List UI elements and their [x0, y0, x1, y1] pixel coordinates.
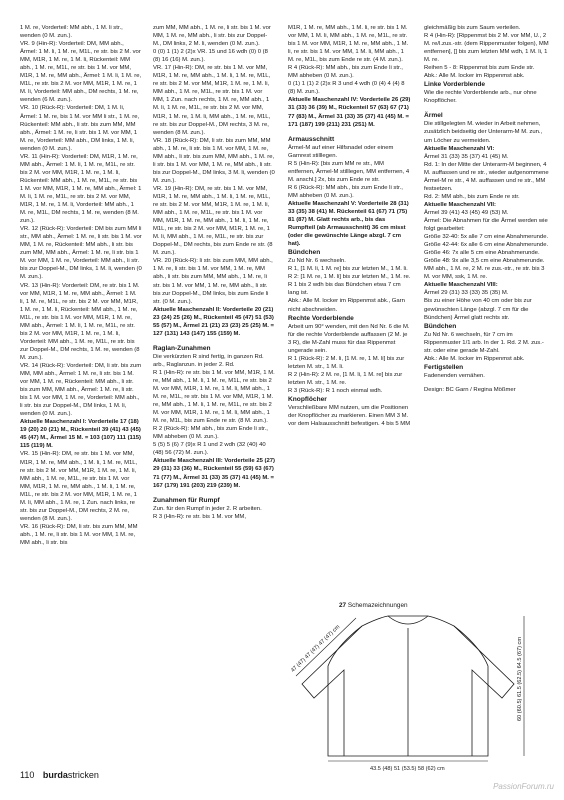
stitch-count-heading: Aktuelle Maschenzahl VIII:	[424, 282, 498, 289]
paragraph: VR. 9 (Hin-R): Vorderteil: DM, MM abh., Ärmel: 1 M. li, 1 M. re, M1L, re str. bis 2 M. vor MM, M1R, 1 M. re, 1 M. li, Rückenteil: MM abh., 1 M. re, M1L, re str. bis 1 M. vor MM, M1R, 1 M. re, MM abh., Ärmel: 1 M. li, 1 M. re, M1L, re str. bis 2 M. vor MM, M1R, 1 M. re, 1 M. li, Vorderteil: MM abh., DM rechts, 1 M. re, wenden (6 M. zun.).	[20, 41, 142, 104]
stitch-count-paragraph: Aktuelle Maschenzahl I: Vorderteile 17 (18) 19 (20) 20 (21) M., Rückenteil 39 (41) 43 (45) 45 (47) M., Ärmel 15 M. = 103 (107) 111 (115) 115 (119) M.	[20, 419, 141, 450]
section-heading: Rechte Vorderblende	[288, 314, 354, 322]
length-dimension-label: 60 (60.5) 61.5 (62.5) 64.5 (67) cm	[516, 637, 523, 721]
paragraph: Ärmel 39 (41) 43 (45) 49 (53) M.	[424, 209, 509, 216]
paragraph: R 2 (Hin-R): 2 M. re, [1 M. li, 1 M. re] bis zur letzten M. str., 1 M. re.	[288, 371, 403, 386]
section-heading: Linke Vorderblende	[424, 81, 486, 89]
paragraph: Abk.: Alle M. locker im Rippenmst abk.	[424, 73, 525, 80]
sleeve-dimension-line	[296, 618, 356, 676]
paragraph: VR. 17 (Hin-R): DM, re str. bis 1 M. vor MM, M1R, 1 M. re, MM abh., 1 M. li, 1 M. re, M1L, re str. bis 2 M. vor MM, M1R, 1 M. re, 1 M. li, MM abh., 1 M. re, M1L, re str. bis 1 M. vor MM, 1 Zun. nach rechts, 1 M. re, MM abh., 1 M. li, 1 M. re, M1L, re str. bis 2 M. vor MM, M1R, 1 M. re, 1 M. li, MM abh., 1 M. re, M1L, re str. bis zur Doppel-M., DM rechts, 3 M. re, wenden (8 M. zun.).	[153, 65, 271, 136]
paragraph: Zu Nd Nr. 6 wechseln, für 7 cm im Rippenmuster 1/1 arb. In der 1. Rd. 2 M. zus.-str. oder eine gerade M-Zahl.	[424, 331, 544, 354]
paragraph: R 1 bis 2 wdh bis das Bündchen etwa 7 cm lang ist.	[288, 282, 401, 297]
stitch-count-paragraph: Aktuelle Maschenzahl V: Vorderteile 28 (31) 33 (35) 38 (41) M. Rückenteil 61 (67) 71 (75) 81 (87) M. Glatt rechts arb., bis das Rumpfteil (ab Armausschnitt) 36 cm misst (oder die gewünschte Länge abzgl. 7 cm hat).	[288, 200, 409, 248]
diagram-title: Schemazeichnungen	[347, 602, 408, 609]
stitch-count-heading: Aktuelle Maschenzahl VI:	[424, 145, 495, 152]
paragraph: R 1 (Hin-R): re str. bis 1 M. vor MM, M1R, 1 M. re, MM abh., 1 M. li, 1 M. re, M1L, re str. bis 2 M. vor MM, M1R, 1 M. re, 1 M. li, MM abh., 1 M. re, M1L, re str. bis 1 M. vor MM, M1R, 1 M. re, MM abh., 1 M. li, 1 M. re, M1L, re str. bis 2 M. vor MM, M1R, 1 M. re, 1 M. li, MM abh., 1 M. re, M1L, bis zum Ende re str. (8 M. zun.).	[153, 369, 275, 425]
text-column-3	[288, 24, 412, 592]
paragraph: zum MM, MM abh., 1 M. re, li str. bis 1 M. vor MM, 1 M. re, MM abh., li str. bis zur Doppel-M., DM links, 2 M. li, wenden (0 M. zun.).	[153, 25, 271, 48]
diagram-number: 27	[339, 602, 347, 609]
paragraph: 0 (1) 1 (1) 2 (2)x R 3 und 4 wdh (0 (4) 4 (4) 8 (8) M. zun.).	[288, 81, 405, 96]
paragraph: VR. 10 (Rück-R): Vorderteil: DM, 1 M. li, Ärmel: 1 M. re, bis 1 M. vor MM li str., 1 M. re, Rückenteil: MM abh., li str. bis zum MM, MM abh., Ärmel: 1 M. re, li str. bis 1 M. vor MM, 1 M. re, Vorderteil: MM abh., DM links, 1 M. li, wenden (0 M. zun.).	[20, 105, 140, 152]
paragraph: Zu Nd Nr. 6 wechseln.	[288, 258, 346, 265]
paragraph: Arbeit um 90° wenden, mit den Nd Nr. 6 die M. für die rechte Vorderblende auffassen (2 M. je 3 R), die M-Zahl muss für das Rippenmst ungerade sein.	[288, 323, 410, 354]
section-heading: Ärmel	[424, 112, 443, 120]
paragraph: R 5 (Hin-R): [bis zum MM re str., MM entfernen, Ärmel-M stilllegen, MM entfernen, 4 M. anschl.] 2x, bis zum Ende re str.	[288, 160, 410, 183]
paragraph: R 1 (Rück-R): 2 M. li, [1 M. re, 1 M. li] bis zur letzten M. str., 1 M. li.	[288, 355, 405, 370]
neckline	[388, 616, 428, 624]
section-heading: Bündchen	[288, 249, 321, 257]
paragraph: Größe 46: 7x alle 5 cm eine Abnahmerunde.	[424, 250, 540, 257]
paragraph: 5 (5) 5 (6) 7 (9)x R 1 und 2 wdh (32 (40) 40 (48) 56 (72) M. zun.).	[153, 442, 266, 457]
section-heading: Zunahmen für Rumpf	[153, 496, 220, 504]
paragraph: Die stillgelegten M. wieder in Arbeit nehmen, zusätzlich beidseitig der Unterarm-M M. zun., um Löcher zu vermeiden.	[424, 121, 543, 144]
paragraph: 0 (0) 1 (1) 2 (2)x VR. 15 und 16 wdh (0) 0 (8 (8) 16 (16) M. zun.).	[153, 49, 268, 64]
section-heading: Knopflöcher	[288, 395, 327, 403]
width-dimension-label: 43.5 (48) 51 (53.5) 58 (62) cm	[370, 766, 445, 772]
paragraph: Reihen 5 - 8: Rippenmst bis zum Ende str.	[424, 65, 535, 72]
watermark: PassionForum.ru	[493, 782, 554, 791]
page-number: 110	[20, 770, 35, 780]
paragraph: R 3 (Rück-R): R 1 noch einmal wdh.	[288, 387, 383, 394]
paragraph: Rd. 1: In der Mitte der Unterarm-M beginnen, 4 M. auffassen und re str., wieder aufgenommene Ärmel-M re str., 4 M. auffassen und re str., MM festsetzen.	[424, 161, 549, 192]
paragraph: Ärmel 31 (33) 35 (37) 41 (45) M.	[424, 153, 509, 160]
paragraph: VR. 19 (Hin-R): DM, re str. bis 1 M. vor MM, M1R, 1 M. re, MM abh., 1 M. li, 1 M. re, M1L, re str. bis 2 M. vor MM, M1R, 1 M. re, 1 M. li, MM abh., 1 M. re, M1L, re str. bis 1 M. vor MM, M1R, 1 M. re, MM abh., 1 M. li, 1 M. re, M1L, re str. bis 2 M. vor MM, M1R, 1 M. re, 1 M. li, MM abh., 1 M. re, M1L, re str. bis zur Doppel-M., DM rechts, bis zum Ende re str. (8 M. zun.).	[153, 185, 273, 257]
sleeve-dimension-label: 47 (47) 47 (47) 47 (47) cm	[290, 624, 342, 674]
brand-logo: burda	[42, 770, 68, 780]
stitch-count-paragraph: Aktuelle Maschenzahl II: Vorderteile 20 (21) 23 (24) 25 (26) M., Rückenteil 45 (47) 51 (53) 55 (57) M., Ärmel 21 (21) 23 (23) 25 (25) M. = 127 (131) 143 (147) 155 (159) M.	[153, 306, 274, 337]
stitch-count-paragraph: Aktuelle Maschenzahl IV: Vorderteile 26 (29) 31 (33) 36 (39) M., Rückenteil 57 (63) 67 (71) 77 (83) M., Ärmel 31 (33) 35 (37) 41 (45) M. = 171 (187) 199 (211) 231 (251) M.	[288, 97, 411, 128]
paragraph: Größe 42-44: 6x alle 6 cm eine Abnahmerunde.	[424, 242, 549, 249]
page-footer	[20, 768, 99, 782]
paragraph: Rd. 2: MM abh., bis zum Ende re str.	[424, 193, 520, 200]
paragraph: Bis zu einer Höhe von 40 cm oder bis zur gewünschten Länge (abzgl. 7 cm für die Bündchen) Ärmel glatt rechts str.	[424, 298, 532, 321]
paragraph: R 4 (Hin-R): [Rippenmst bis 2 M. vor MM, U., 2 M. re/l.zus.-str. (dem Rippenmuster folgen), MM entfernen], [] bis zum letzten MM wdh, 1 M. li, 1 M. re.	[424, 33, 549, 64]
paragraph: M1R, 1 M. re, MM abh., 1 M. li, re str. bis 1 M. vor MM, 1 M. li, MM abh., 1 M. re, M1L, re str. bis 1 M. vor MM, M1R, 1 M. re, MM abh., 1 M. li, re str. bis 1 M. vor MM, 1 M. li, MM abh., 1 M. re, M1L, bis zum Ende re str. (4 M. zun.).	[288, 25, 409, 64]
paragraph: R 2: [1 M. re, 1 M. li] bis zur letzten M., 1 M. re.	[288, 274, 411, 281]
stitch-count-heading: Aktuelle Maschenzahl VII:	[424, 201, 497, 208]
paragraph: R 2 (Rück-R): MM abh., bis zum Ende li str., MM abheben (0 M. zun.).	[153, 426, 268, 441]
text-column-2	[153, 24, 275, 768]
section-heading: Fertigstellen	[424, 363, 464, 371]
paragraph: VR. 14 (Rück-R): Vorderteil: DM, li str. bis zum MM, MM abh., Ärmel: 1 M. re, li str. bis 1 M. vor MM, 1 M. re, Rückenteil: MM abh., li str. bis zum MM, MM abh., Ärmel: 1 M. re, li str. bis 1 M. vor MM, 1 M. re, Vorderteil: MM abh., li str. bis zur Doppel-M., DM links, 1 M. li, wenden (0 M. zun.).	[20, 362, 142, 418]
paragraph: R 4 (Rück-R): MM abh., bis zum Ende li str., MM abheben (0 M. zun.).	[288, 65, 403, 80]
paragraph: Ärmel: Die Abnahmen für die Ärmel werden wie folgt gearbeitet:	[424, 217, 548, 233]
paragraph: Größe 48: 9x alle 3,5 cm eine Abnahmerunde.	[424, 258, 545, 265]
paragraph: Ärmel 29 (31) 33 (33) 35 (35) M.	[424, 290, 509, 297]
paragraph: VR. 15 (Hin-R): DM, re str. bis 1 M. vor MM, M1R, 1 M. re, MM abh., 1 M. li, 1 M. re, M1L, re str. bis 2 M. vor MM, M1R, 1 M. re, 1 M. li, MM abh., 1 M. re, M1L, re str. bis 1 M. vor MM, M1R, 1 M. re, MM abh., 1 M. li, 1 M. re, M1L, re str. bis 2 M. vor MM, M1R, 1 M. re, 1 M. li, MM abh., 1 M. re, 1 Zun. nach links, re str. bis zur Doppel-M., DM rechts, 2 M. re, wenden (8 M. zun.).	[20, 451, 138, 522]
section-heading: Bündchen	[424, 322, 457, 330]
paragraph: Abk.: Alle M. locker im Rippenmst abk.	[424, 355, 525, 362]
paragraph: gleichmäßig bis zum Saum verteilen.	[424, 25, 521, 31]
paragraph: R 6 (Rück-R): MM abh., bis zum Ende li str., MM abheben (0 M. zun.).	[288, 184, 403, 199]
brand-suffix: stricken	[67, 770, 99, 780]
stitch-count-paragraph: Aktuelle Maschenzahl III: Vorderteile 25 (27) 29 (31) 33 (36) M., Rückenteil 55 (59) 63 (67) 71 (77) M., Ärmel 31 (33) 35 (37) 41 (45) M. = 167 (179) 191 (203) 219 (239) M.	[153, 458, 275, 489]
paragraph: Fadenenden vernähen.	[424, 372, 485, 379]
paragraph: Ärmel-M auf einer Hilfsnadel oder einem Garnrest stilllegen.	[288, 144, 394, 159]
cardigan-schematic	[288, 596, 550, 766]
paragraph: Verschließbare MM nutzen, um die Positionen der Knopflöcher zu markieren. Einen MM 3 M. vor dem Halsausschnitt befestigen. 4 bis 5 MM	[288, 404, 411, 428]
paragraph: VR. 13 (Hin-R): Vorderteil: DM, re str. bis 1 M. vor MM, M1R, 1 M. re, MM abh., Ärmel: 1 M. li, 1 M. re, M1L, re str. bis 2 M. vor MM, M1R, 1 M. re, 1 M. li, Rückenteil: MM abh., 1 M. re, M1L, re str. bis 1 M. vor MM, M1R, 1 M. re, MM abh., Ärmel: 1 M. li, 1 M. re, M1L, re str. bis 2 M. vor MM, M1R, 1 M. re, 1 M. li, Vorderteil: MM abh., 1 M. re, M1L, re str. bis zur Doppel-M., DM rechts, 1 M. re, wenden (8 M. zun.).	[20, 282, 140, 361]
paragraph: 1 M. re, Vorderteil: MM abh., 1 M. li str., wenden (0 M. zun.).	[20, 25, 123, 40]
paragraph: VR. 20 (Rück-R): li str. bis zum MM, MM abh., 1 M. re, li str. bis 1 M. vor MM, 1 M. re, MM abh., li str. bis zum MM, MM abh., 1 M. re, li str. bis 1 M. vor MM, 1 M. re, MM abh., li str. bis zur Doppel-M., DM links, bis zum Ende li str. (0 M. zun.).	[153, 258, 273, 305]
paragraph: VR. 18 (Rück-R): DM, li str. bis zum MM, MM abh., 1 M. re, li str. bis 1 M. vor MM, 1 M. re, MM abh., li str. bis zum MM, MM abh., 1 M. re, li str. bis 1 M. vor MM, 1 M. re, MM abh., li str. bis zur Doppel-M., DM links, 3 M. li, wenden (0 M. zun.).	[153, 137, 275, 184]
paragraph: Die verkürzten R sind fertig, in ganzen Rd. arb., Raglanzun. in jeder 2. Rd.	[153, 353, 264, 368]
section-heading: Raglan-Zunahmen	[153, 344, 211, 352]
paragraph: Wie die rechte Vorderblende arb., nur ohne Knopflöcher.	[424, 90, 537, 105]
paragraph: MM abh., 1 M. re, 2 M. re zus.-str., re str. bis 3 M. vor MM, ssk, 1 M. re.	[424, 266, 545, 281]
paragraph: Zun. für den Rumpf in jeder 2. R arbeiten.	[153, 505, 262, 512]
text-column-4	[424, 24, 550, 604]
left-sleeve-outline	[302, 626, 362, 756]
paragraph: VR. 11 (Hin-R): Vorderteil: DM, M1R, 1 M. re, MM abh., Ärmel: 1 M. li, 1 M. re, M1L, re str. bis 2 M. vor MM, M1R, 1 M. re, 1 M. li, Rückenteil: MM abh., 1 M. re, M1L, re str. bis 1 M. vor MM, M1R, 1 M. re, MM abh., Ärmel: 1 M. li, 1 M. re, M1L, re str. bis 2 M. vor MM, M1R, 1 M. re, 1 M. li, Vorderteil: MM abh., 1 M. re, M1L, DM rechts, 1 M. re, wenden (8 M. zun.).	[20, 153, 142, 225]
paragraph: Größe 32-40: 5x alle 7 cm eine Abnahmerunde.	[424, 234, 549, 241]
paragraph: R 3 (Hin-R): re str. bis 1 M. vor MM,	[153, 513, 246, 520]
paragraph: VR. 16 (Rück-R): DM, li str. bis zum MM, MM abh., 1 M. re, li str. bis 1 M. vor MM, 1 M. re, MM abh., li str. bis	[20, 523, 138, 546]
design-credit: Design: BC Garn / Regina Mößmer	[424, 386, 516, 393]
paragraph: VR. 12 (Rück-R): Vorderteil: DM bis zum MM li str., MM abh., Ärmel: 1 M. re, li str. bis 1 M. vor MM, 1 M. re, Rückenteil: MM abh., li str. bis zum MM, MM abh., Ärmel: 1 M. re, li str. bis 1 M. vor MM, 1 M. re, Vorderteil: MM abh., li str. bis zur Doppel-M., DM links, 1 M. li, wenden (0 M. zun.).	[20, 226, 142, 281]
section-heading: Armausschnitt	[288, 135, 335, 143]
right-sleeve-outline	[454, 626, 514, 756]
text-column-1	[20, 24, 142, 768]
paragraph: R 1, [1 M. li, 1 M. re] bis zur letzten M., 1 M. li.	[288, 266, 408, 273]
paragraph: Abk.: Alle M. locker im Rippenmst abk., Garn nicht abschneiden.	[288, 298, 405, 313]
